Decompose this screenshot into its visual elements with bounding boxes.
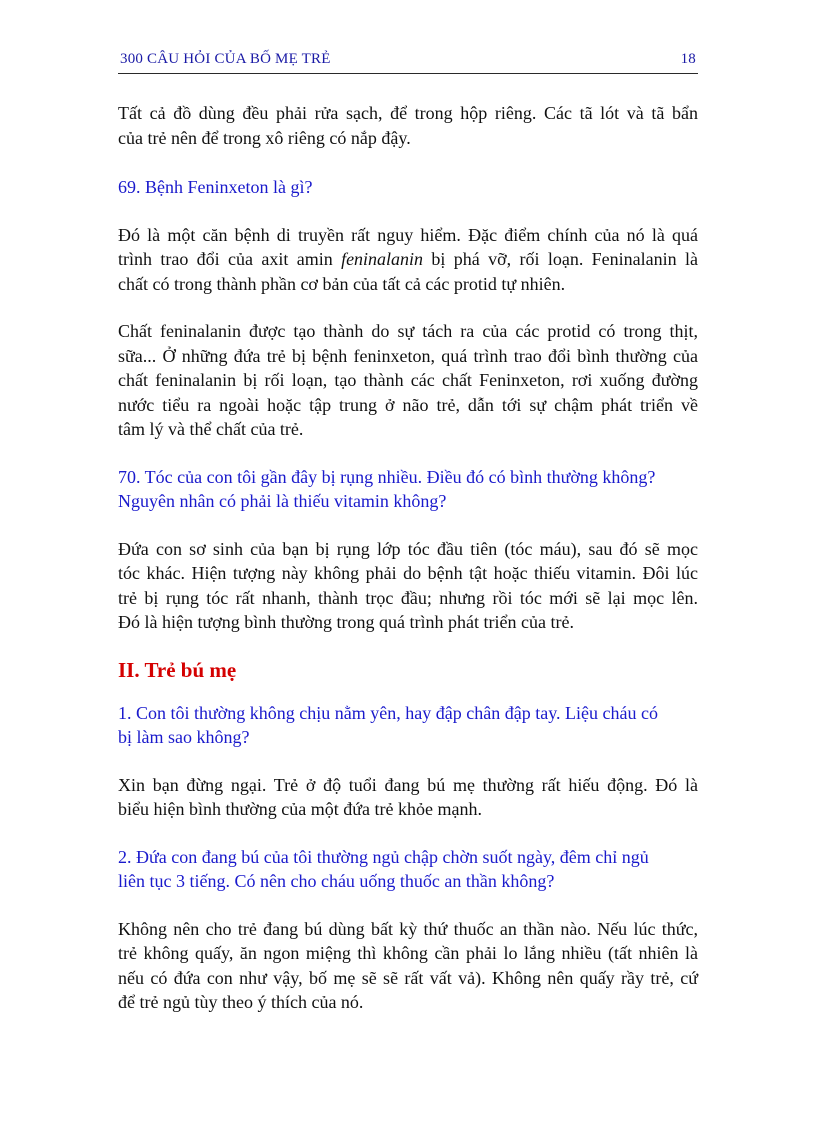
page-number: 18 (680, 51, 696, 67)
paragraph-active-baby (118, 773, 698, 822)
question-70 (118, 465, 698, 514)
text-line: nước tiểu ra ngoài hoặc tập trung ở não trẻ, dẫn tới sự chậm phát triển về (118, 394, 698, 415)
text-line: 1. Con tôi thường không chịu nằm yên, hay đập chân đập tay. Liệu cháu có (118, 702, 658, 723)
text-line: Tất cả đồ dùng đều phải rửa sạch, để trong hộp riêng. Các tã lót và tã bẩn (118, 103, 698, 123)
paragraph-feninxeton-definition (118, 223, 698, 297)
text-line: 70. Tóc của con tôi gần đây bị rụng nhiều. Điều đó có bình thường không? (118, 466, 656, 487)
book-title: 300 CÂU HỎI CỦA BỐ MẸ TRẺ (120, 51, 331, 67)
text-line: của trẻ nên để trong xô riêng có nắp đậy. (118, 127, 411, 148)
text-line: 2. Đứa con đang bú của tôi thường ngủ chập chờn suốt ngày, đêm chỉ ngủ (118, 846, 649, 867)
question-69: 69. Bệnh Feninxeton là gì? (118, 177, 313, 197)
italic-term: feninalanin (341, 249, 424, 269)
text-line: Không nên cho trẻ đang bú dùng bất kỳ thứ thuốc an thần nào. Nếu lúc thức, (118, 918, 698, 939)
text-line: sữa... Ở những đứa trẻ bị bệnh feninxeton, quá trình trao đổi bình thường của (118, 345, 698, 366)
text-line: trẻ bị rụng tóc rất nhanh, thành trọc đầu; nhưng rồi tóc mới sẽ lại mọc lên. (118, 587, 698, 608)
text-line (118, 247, 698, 272)
text-line: Đó là hiện tượng bình thường trong quá trình phát triển của trẻ. (118, 612, 574, 632)
question-1 (118, 701, 698, 750)
text-line: liên tục 3 tiếng. Có nên cho cháu uống thuốc an thần không? (118, 871, 555, 891)
question-2 (118, 845, 698, 894)
text-line: nếu có đứa con như vậy, bố mẹ sẽ sẽ rất vất vả). Không nên quấy rầy trẻ, cứ (118, 967, 698, 988)
paragraph-feninalanin (118, 319, 698, 442)
text-line: Nguyên nhân có phải là thiếu vitamin không? (118, 491, 447, 511)
text-segment: bị phá vỡ, rối loạn. Feninalanin là (423, 249, 698, 269)
section-heading: II. Trẻ bú mẹ (118, 657, 237, 682)
text-line: tóc khác. Hiện tượng này không phải do bệnh tật hoặc thiếu vitamin. Đôi lúc (118, 563, 698, 583)
text-line: bị làm sao không? (118, 727, 250, 747)
text-line: tâm lý và thể chất của trẻ. (118, 419, 304, 439)
text-line: chất feninalanin bị rối loạn, tạo thành các chất Feninxeton, rơi xuống đường (118, 370, 698, 390)
page-body (118, 101, 698, 1015)
text-line: biểu hiện bình thường của một đứa trẻ khỏe mạnh. (118, 799, 482, 819)
text-line: để trẻ ngủ tùy theo ý thích của nó. (118, 992, 364, 1012)
text-line: Chất feninalanin được tạo thành do sự tách ra của các protid có trong thịt, (118, 321, 698, 341)
text-line: Xin bạn đừng ngại. Trẻ ở độ tuổi đang bú mẹ thường rất hiếu động. Đó là (118, 774, 698, 795)
text-line: Đứa con sơ sinh của bạn bị rụng lớp tóc đầu tiên (tóc máu), sau đó sẽ mọc (118, 538, 698, 559)
paragraph-hygiene (118, 101, 698, 150)
text-line: Đó là một căn bệnh di truyền rất nguy hiểm. Đặc điểm chính của nó là quá (118, 224, 698, 245)
text-line: chất có trong thành phần cơ bản của tất cả các protid tự nhiên. (118, 273, 566, 294)
paragraph-hair-loss (118, 537, 698, 635)
text-line: trẻ không quấy, ăn ngon miệng thì không cần phải lo lắng nhiều (tất nhiên là (118, 943, 698, 963)
paragraph-sleep (118, 917, 698, 1015)
running-header (118, 51, 698, 74)
text-segment: trình trao đổi của axit amin (118, 249, 342, 269)
